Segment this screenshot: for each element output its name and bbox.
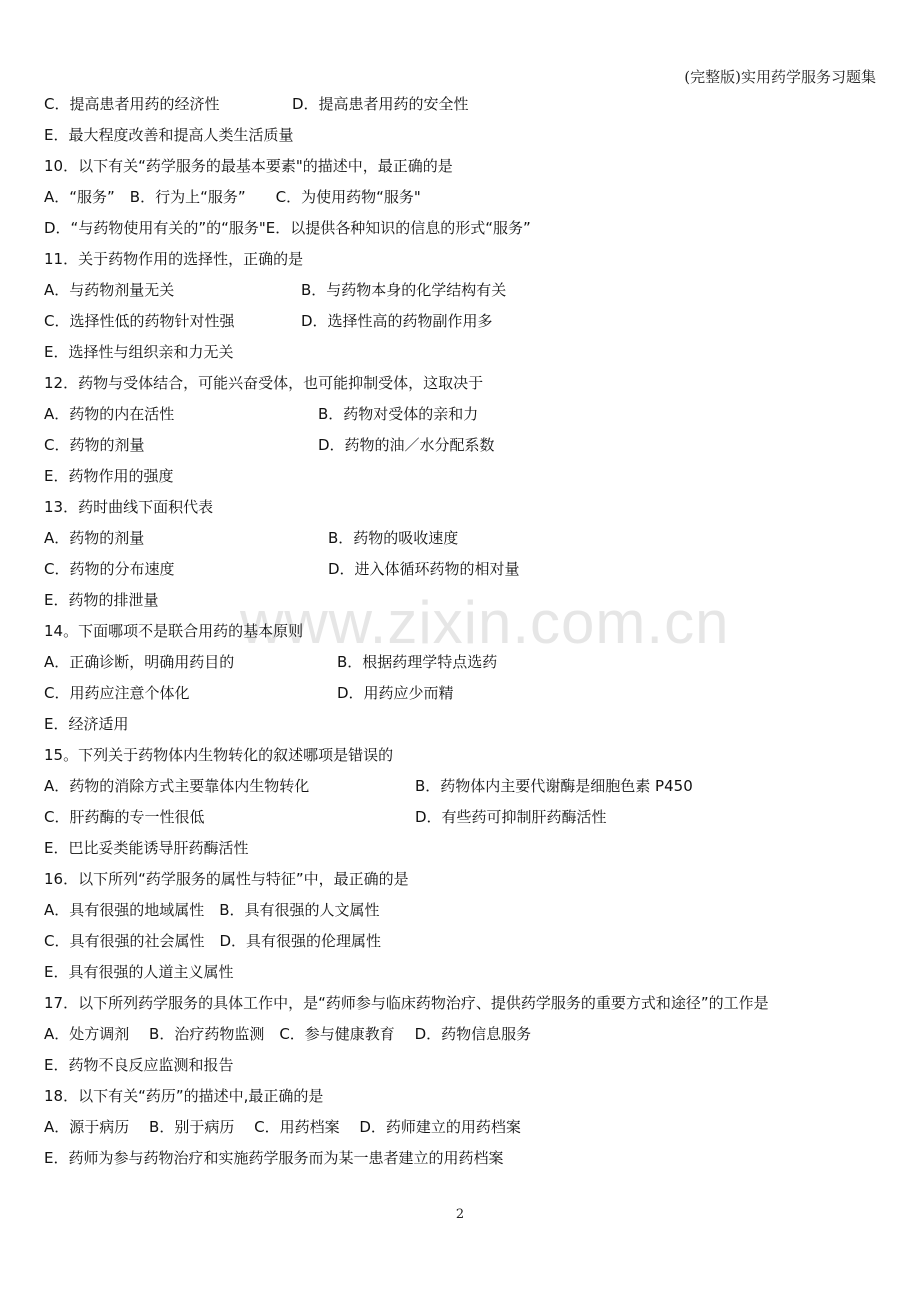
text-line: C．具有很强的社会属性 D．具有很强的伦理属性 bbox=[44, 932, 382, 950]
document-header: (完整版)实用药学服务习题集 bbox=[684, 68, 876, 86]
text-line: 12．药物与受体结合，可能兴奋受体，也可能抑制受体，这取决于 bbox=[44, 374, 484, 392]
text-line: 11．关于药物作用的选择性，正确的是 bbox=[44, 250, 304, 268]
option-left: C．肝药酶的专一性很低 bbox=[44, 808, 205, 826]
option-right: D．提高患者用药的安全性 bbox=[292, 95, 469, 113]
option-left: A．药物的内在活性 bbox=[44, 405, 175, 423]
text-line: E．选择性与组织亲和力无关 bbox=[44, 343, 234, 361]
text-line: 10．以下有关“药学服务的最基本要素"的描述中，最正确的是 bbox=[44, 157, 453, 175]
option-right: B．药物体内主要代谢酶是细胞色素 P450 bbox=[415, 777, 693, 795]
option-right: B．药物的吸收速度 bbox=[328, 529, 459, 547]
text-line: D．“与药物使用有关的”的“服务"E．以提供各种知识的信息的形式“服务” bbox=[44, 219, 531, 237]
text-line bbox=[44, 647, 880, 678]
option-right: D．进入体循环药物的相对量 bbox=[328, 560, 520, 578]
document-body bbox=[44, 89, 880, 1174]
text-line bbox=[44, 523, 880, 554]
option-right: D．选择性高的药物副作用多 bbox=[301, 312, 493, 330]
option-left: C．药物的剂量 bbox=[44, 436, 145, 454]
option-left: C．药物的分布速度 bbox=[44, 560, 175, 578]
text-line: E．药物的排泄量 bbox=[44, 591, 159, 609]
text-line bbox=[44, 275, 880, 306]
option-right: D．有些药可抑制肝药酶活性 bbox=[415, 808, 607, 826]
text-line: A．“服务” B．行为上“服务” C．为使用药物“服务" bbox=[44, 188, 421, 206]
text-line: A．处方调剂 B．治疗药物监测 C．参与健康教育 D．药物信息服务 bbox=[44, 1025, 532, 1043]
text-line: E．最大程度改善和提高人类生活质量 bbox=[44, 126, 294, 144]
text-line: 18．以下有关“药历”的描述中,最正确的是 bbox=[44, 1087, 324, 1105]
watermark-text: www.zixin.com.cn bbox=[240, 589, 730, 656]
text-line: 16．以下所列“药学服务的属性与特征”中，最正确的是 bbox=[44, 870, 409, 888]
text-line: E．具有很强的人道主义属性 bbox=[44, 963, 234, 981]
text-line: 17．以下所列药学服务的具体工作中，是“药师参与临床药物治疗、提供药学服务的重要方式和途径”的工作是 bbox=[44, 994, 769, 1012]
text-line: E．药物作用的强度 bbox=[44, 467, 174, 485]
text-line: E．药师为参与药物治疗和实施药学服务而为某一患者建立的用药档案 bbox=[44, 1149, 504, 1167]
text-line bbox=[44, 306, 880, 337]
text-line: 14。下面哪项不是联合用药的基本原则 bbox=[44, 622, 304, 640]
option-left: A．药物的消除方式主要靠体内生物转化 bbox=[44, 777, 310, 795]
text-line: E．巴比妥类能诱导肝药酶活性 bbox=[44, 839, 249, 857]
page-number: 2 bbox=[455, 1207, 465, 1222]
text-line bbox=[44, 802, 880, 833]
option-left: C．提高患者用药的经济性 bbox=[44, 95, 220, 113]
text-line: E．药物不良反应监测和报告 bbox=[44, 1056, 234, 1074]
text-line: 15。下列关于药物体内生物转化的叙述哪项是错误的 bbox=[44, 746, 394, 764]
text-line: E．经济适用 bbox=[44, 715, 129, 733]
option-left: A．与药物剂量无关 bbox=[44, 281, 175, 299]
option-right: D．药物的油／水分配系数 bbox=[318, 436, 495, 454]
text-line bbox=[44, 678, 880, 709]
option-left: C．选择性低的药物针对性强 bbox=[44, 312, 235, 330]
text-line bbox=[44, 89, 880, 120]
option-left: C．用药应注意个体化 bbox=[44, 684, 190, 702]
text-line: A．具有很强的地域属性 B．具有很强的人文属性 bbox=[44, 901, 380, 919]
text-line: A．源于病历 B．别于病历 C．用药档案 D．药师建立的用药档案 bbox=[44, 1118, 521, 1136]
text-line bbox=[44, 771, 880, 802]
option-left: A．正确诊断，明确用药目的 bbox=[44, 653, 235, 671]
text-line bbox=[44, 554, 880, 585]
option-left: A．药物的剂量 bbox=[44, 529, 145, 547]
text-line bbox=[44, 430, 880, 461]
text-line: 13．药时曲线下面积代表 bbox=[44, 498, 214, 516]
text-line bbox=[44, 399, 880, 430]
option-right: B．与药物本身的化学结构有关 bbox=[301, 281, 507, 299]
option-right: B．药物对受体的亲和力 bbox=[318, 405, 479, 423]
option-right: B．根据药理学特点选药 bbox=[337, 653, 498, 671]
option-right: D．用药应少而精 bbox=[337, 684, 454, 702]
